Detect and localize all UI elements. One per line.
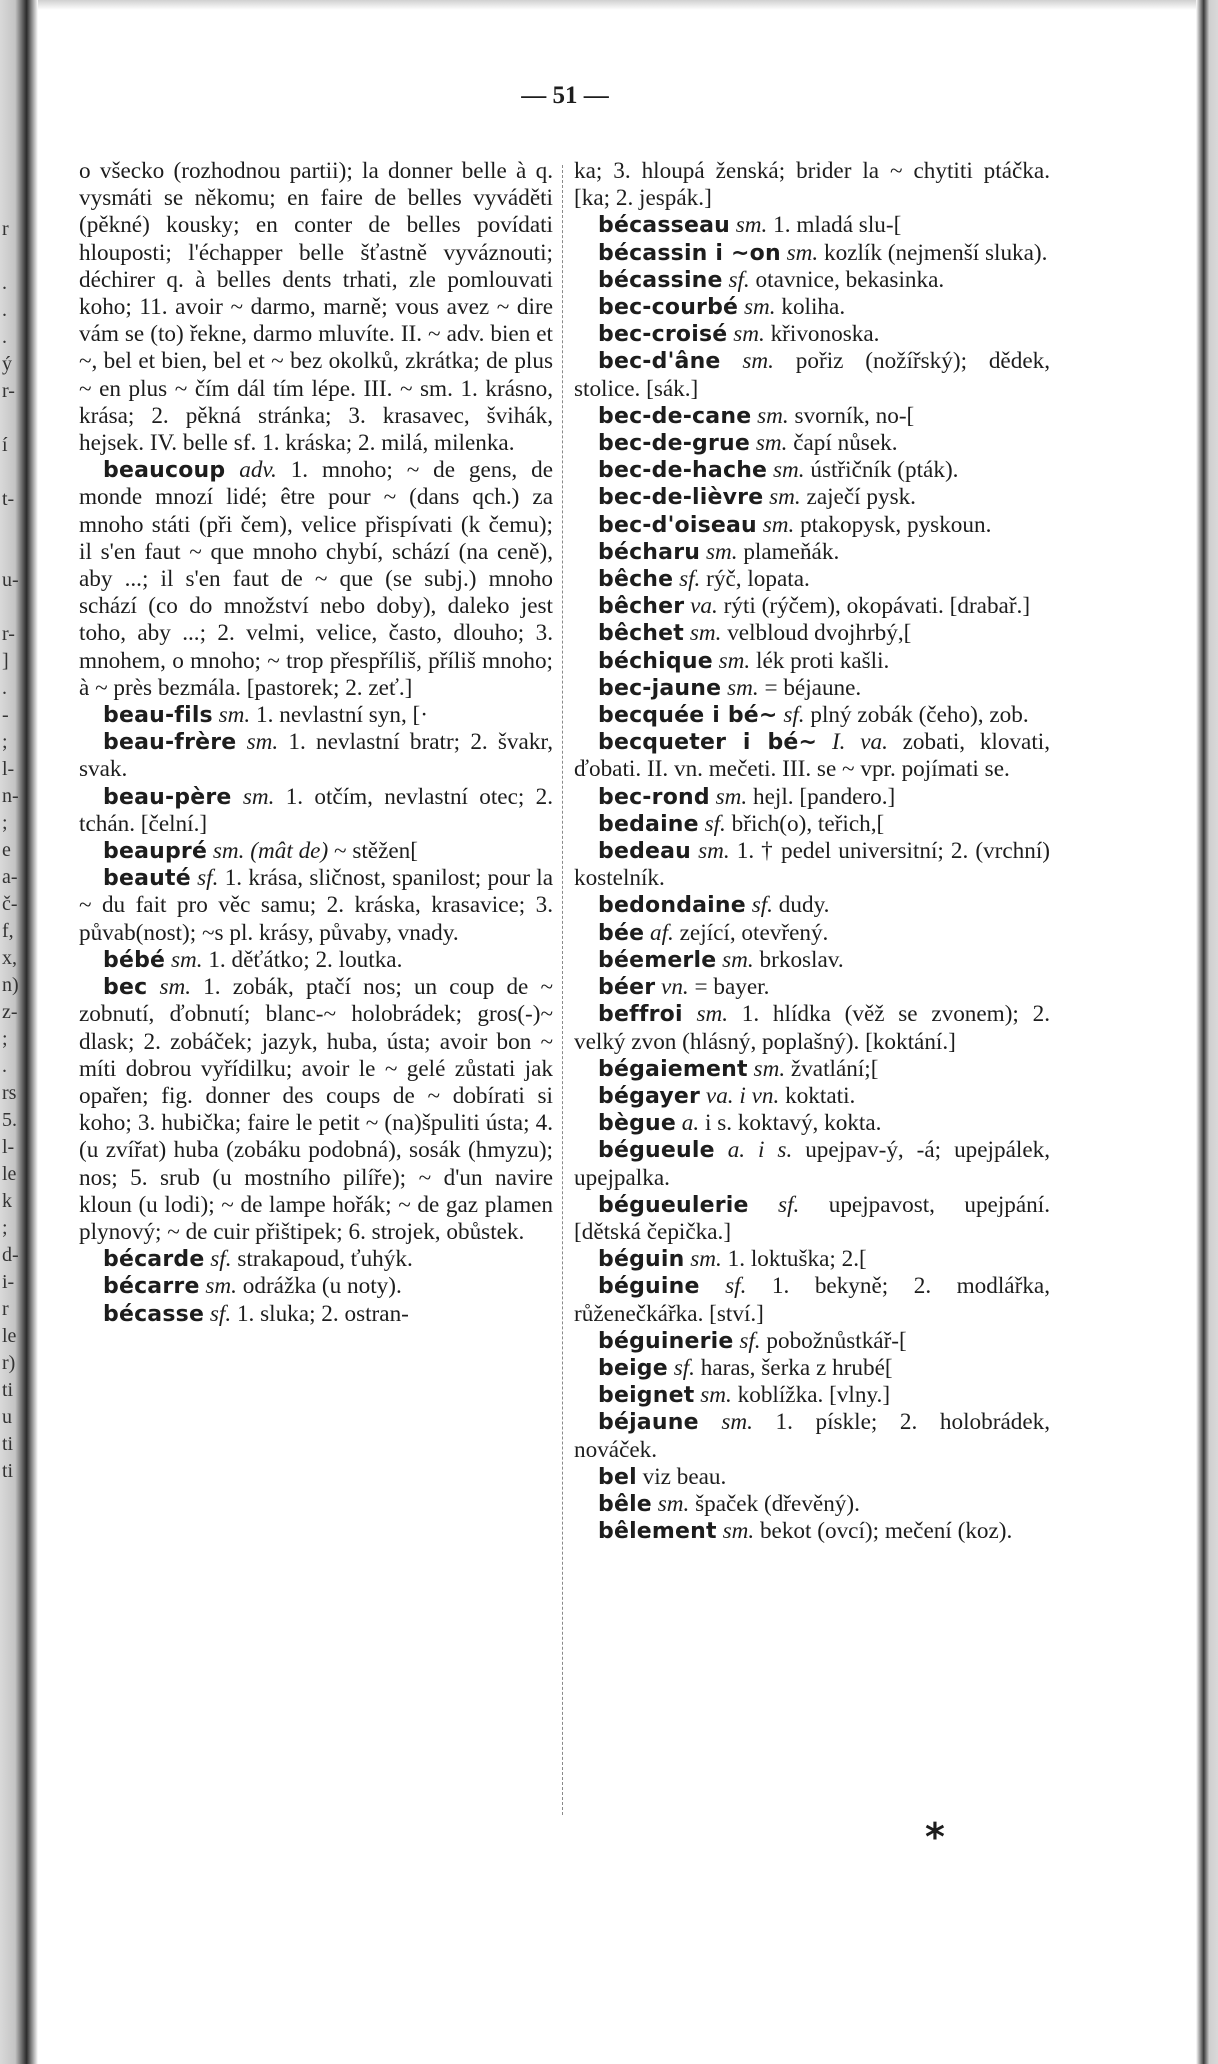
entry-grammar: sm. [743,294,776,321]
entry-grammar: sf. [739,1327,761,1354]
dictionary-entry [574,240,1050,267]
dictionary-entry [574,1273,1050,1327]
entry-grammar: sf. [728,266,750,293]
dictionary-entry [574,212,1050,239]
entry-definition: ptakopysk, pyskoun. [800,511,992,538]
entry-grammar: a. i s. [727,1137,793,1164]
entry-definition: břich(o), teřich,[ [731,810,885,837]
entry-grammar: sm. [689,620,722,647]
entry-definition: ústřičník (pták). [810,457,959,484]
entry-headword: bécasseau [598,213,730,239]
entry-definition: 1. bekyně; 2. modlářka, růženečkářka. [ství.] [574,1273,1050,1327]
entry-headword: beffroi [598,1002,683,1028]
scan-edge-left [0,0,38,2064]
entry-grammar: sm. [246,729,279,756]
entry-grammar: sm. [742,348,774,375]
entry-headword: bec-de-cane [598,403,752,429]
entry-headword: bêle [598,1491,652,1517]
entry-definition: odrážka (u noty). [242,1273,402,1300]
entry-grammar: sm. [735,212,768,239]
entry-headword: bedaine [598,811,699,837]
entry-grammar: sm. [772,457,805,484]
entry-definition: čapí nůsek. [793,430,898,457]
entry-headword: béjaune [598,1410,699,1436]
entry-grammar: sm. [755,430,788,457]
entry-headword: bel [598,1464,637,1490]
entry-grammar: va. [690,593,718,620]
entry-definition: 1. mladá slu-[ [773,212,902,239]
entry-grammar: sf. [209,1300,232,1327]
entry-grammar: sm. [696,1001,729,1028]
dictionary-entry [574,838,1050,892]
dictionary-entry [79,784,553,838]
entry-headword: bec-de-lièvre [598,485,764,511]
entry-grammar: sm. [722,946,754,973]
entry-definition: rýč, lopata. [706,566,810,593]
entry-grammar: sf. [679,566,701,593]
entry-headword: bec-d'âne [598,349,721,375]
entry-definition: = bayer. [694,974,770,1001]
column-divider [562,165,563,1815]
dictionary-entry [79,947,553,974]
entry-definition: upejpav-ý, -á; upejpálek, upejpalka. [574,1137,1051,1191]
dictionary-entry [574,1137,1050,1191]
dictionary-entry [574,1409,1050,1463]
dictionary-entry [574,620,1050,647]
entry-definition: haras, šerka z hrubé[ [700,1354,893,1381]
entry-headword: bécarde [103,1247,205,1273]
dictionary-entry [574,1491,1050,1518]
entry-definition: 1. mnoho; ~ de gens, de monde mnozí lidé; être pour ~ (dans qch.) za mnoho státi (při čem), velice přispívati (k čemu); il s'en faut ~ que mnoho chybí, schází (na ceně), aby ...; il s'en faut de ~ que (se subj.) mnoho schází (co do množství nebo doby), daleko jest toho, aby ...; 2. velmi, velice, často, dlouho; 3. mnohem, o mnoho; ~ trop přespříliš, příliš mnoho; à ~ près bezmála. [pastorek; 2. zeť.] [79,457,553,701]
entry-definition: křivonoska. [770,321,880,348]
entry-grammar: sm. (mât de) [212,838,329,865]
dictionary-entry [574,321,1050,348]
entry-definition: špaček (dřevěný). [695,1490,860,1517]
entry-definition: otavnice, bekasinka. [755,266,945,293]
entry-definition: svorník, no-[ [794,402,915,429]
entry-headword: becqueter i bé~ [598,730,818,756]
entry-grammar: sf. [751,892,773,919]
dictionary-entry [574,267,1050,294]
entry-grammar: sf. [725,1273,747,1300]
entry-grammar: sm. [757,402,789,429]
entry-headword: bec-de-hache [598,458,768,484]
dictionary-entry [574,403,1050,430]
dictionary-entry [79,158,553,457]
entry-headword: bêlement [598,1519,717,1545]
entry-definition: = béjaune. [764,674,862,701]
dictionary-entry [574,430,1050,457]
entry-grammar: sm. [170,946,203,973]
dictionary-entry [574,1083,1050,1110]
entry-grammar: sf. [210,1246,232,1273]
entry-definition: zaječí pysk. [806,484,916,511]
entry-definition: žvatlání;[ [790,1055,879,1082]
entry-headword: bec-rond [598,784,710,810]
entry-headword: bègue [598,1111,676,1137]
entry-headword: bégaiement [598,1056,748,1082]
dictionary-entry [574,158,1050,212]
entry-definition: zobati, klovati, ďobati. II. vn. mečeti. III. se ~ vpr. pojímati se. [574,729,1051,783]
dictionary-entry [574,1110,1050,1137]
entry-definition: 1. krása, sličnost, spanilost; pour la ~ du fait pro věc samu; 2. kráska, krasavice; 3. půvab(nost); ~s pl. krásy, půvaby, vnady. [79,865,554,946]
entry-grammar: sm. [705,538,738,565]
entry-definition: plný zobák (čeho), zob. [810,702,1029,729]
entry-definition: 1. pískle; 2. holobrádek, nováček. [574,1409,1051,1463]
entry-headword: beaupré [103,839,208,865]
entry-headword: beaucoup [103,458,226,484]
entry-headword: beauté [103,866,191,892]
entry-grammar: sm. [715,783,748,810]
entry-grammar: sm. [769,484,801,511]
entry-grammar: adv. [239,457,277,484]
entry-headword: béguinerie [598,1328,734,1354]
entry-definition: hejl. [pandero.] [753,783,896,810]
entry-grammar: sm. [242,783,275,810]
dictionary-entry [79,702,553,729]
entry-grammar: sf. [783,702,805,729]
page-number: — 51 — [521,82,609,109]
entry-headword: beige [598,1355,668,1381]
dictionary-entry [574,1355,1050,1382]
entry-grammar: va. i vn. [705,1082,780,1109]
entry-definition: ~ stěžen[ [333,838,418,865]
dictionary-entry [574,512,1050,539]
entry-definition: 1. hlídka (věž se zvonem); 2. velký zvon (hlásný, poplašný). [koktání.] [574,1001,1051,1055]
entry-headword: béchique [598,648,713,674]
dictionary-entry [574,1518,1050,1545]
entry-grammar: sm. [700,1382,732,1409]
entry-definition: kozlík (nejmenší sluka). [824,239,1048,266]
right-column [574,158,1050,1545]
dictionary-entry [574,566,1050,593]
entry-grammar: sm. [218,702,251,729]
dictionary-entry [574,811,1050,838]
dictionary-entry [79,729,553,783]
entry-headword: béguin [598,1247,685,1273]
entry-headword: bébé [103,947,166,973]
entry-grammar: a. [681,1110,700,1137]
dictionary-entry [79,1301,553,1328]
entry-headword: bec-de-grue [598,431,751,457]
entry-grammar: sm. [727,674,759,701]
entry-definition: koblížka. [vlny.] [737,1382,891,1409]
dictionary-entry [574,729,1050,783]
dictionary-entry [79,1246,553,1273]
entry-headword: bécassin i ~on [598,240,781,266]
entry-headword: bécasse [103,1301,205,1327]
dictionary-entry [574,348,1050,402]
entry-definition: 1. sluka; 2. ostran- [236,1300,409,1327]
scan-edge-right [1196,0,1218,2064]
entry-grammar: sm. [721,1409,753,1436]
entry-headword: bécharu [598,539,701,565]
dictionary-entry [574,1382,1050,1409]
entry-grammar: sf. [778,1191,800,1218]
entry-headword: becquée i bé~ [598,703,778,729]
entry-definition: koliha. [781,294,846,321]
entry-headword: bêcher [598,594,685,620]
dictionary-entry [574,457,1050,484]
entry-definition: 1. nevlastní syn, [· [256,702,428,729]
dictionary-entry [574,484,1050,511]
entry-grammar: sm. [205,1273,237,1300]
entry-grammar: sm. [159,974,192,1001]
entry-definition: 1. nevlastní bratr; 2. švakr, svak. [79,729,553,783]
dictionary-entry [574,539,1050,566]
entry-definition: rýti (rýčem), okopávati. [drabař.] [723,593,1031,620]
entry-grammar: sf. [704,810,726,837]
entry-definition: o všecko (rozhodnou partii); la donner belle à q. vysmáti se někomu; en faire de belles vyváděti (pěkné) kousky; en conter de belles povídati hlouposti; l'échapper belle šťastně vyváznouti; déchirer q. à belles dents trhati, zle pomlouvati koho; 11. avoir ~ darmo, marně; vous avez ~ dire vám se (to) řekne, darmo mluvíte. II. ~ adv. bien et ~, bel et bien, bel et ~ bez okolků, zkrátka; de plus ~ en plus ~ čím dál tím lépe. III. ~ sm. 1. krásno, krása; 2. pěkná stránka; 3. krasavec, švihák, hejsek. IV. belle sf. 1. kráska; 2. milá, milenka. [79,158,553,457]
entry-headword: bedondaine [598,893,746,919]
entry-grammar: sm. [786,239,819,266]
entry-definition: 1. děťátko; 2. loutka. [208,946,403,973]
entry-grammar: sm. [657,1490,690,1517]
entry-definition: pobožnůstkář-[ [766,1327,907,1354]
entry-headword: béguine [598,1274,700,1300]
entry-headword: bec-croisé [598,322,728,348]
entry-headword: bégueulerie [598,1192,749,1218]
entry-definition: koktati. [785,1082,856,1109]
entry-headword: bée [598,920,645,946]
entry-headword: bégayer [598,1083,701,1109]
dictionary-entry [574,1246,1050,1273]
dictionary-entry [574,784,1050,811]
entry-definition: brkoslav. [759,946,844,973]
dictionary-entry [79,974,553,1246]
entry-grammar: vn. [661,974,689,1001]
entry-definition: 1. loktuška; 2.[ [727,1246,867,1273]
entry-headword: beignet [598,1383,695,1409]
entry-definition: plameňák. [743,538,840,565]
entry-grammar: sf. [197,865,219,892]
dictionary-entry [574,1192,1050,1246]
entry-definition: viz beau. [642,1463,727,1490]
entry-definition: i s. koktavý, kokta. [704,1110,882,1137]
scan-top-edge [38,0,1196,10]
entry-definition: velbloud dvojhrbý,[ [727,620,912,647]
dictionary-entry [574,1464,1050,1491]
entry-grammar: sm. [753,1055,786,1082]
entry-grammar: sf. [673,1354,695,1381]
footer-star-mark: * [925,1815,945,1859]
dictionary-entry [79,865,553,947]
dictionary-entry [574,974,1050,1001]
entry-definition: ka; 3. hloupá ženská; brider la ~ chytiti ptáčka. [ka; 2. jespák.] [574,158,1050,212]
entry-definition: bekot (ovcí); mečení (koz). [759,1518,1013,1545]
entry-definition: pořiz (nožířský); dědek, stolice. [sák.] [574,348,1050,402]
entry-definition: 1. † pedel universitní; 2. (vrchní) kostelník. [574,838,1051,892]
dictionary-entry [574,294,1050,321]
dictionary-entry [79,1273,553,1300]
entry-grammar: sm. [698,838,730,865]
entry-grammar: sm. [690,1246,722,1273]
entry-definition: upejpavost, upejpání. [dětská čepička.] [574,1191,1051,1245]
dictionary-entry [574,1056,1050,1083]
entry-headword: beau-fils [103,703,213,729]
entry-grammar: I. va. [831,729,888,756]
dictionary-entry [574,702,1050,729]
dictionary-entry [79,457,553,702]
dictionary-entry [574,892,1050,919]
entry-definition: lék proti kašli. [756,647,890,674]
dictionary-entry [574,920,1050,947]
entry-headword: beau-frère [103,730,237,756]
entry-headword: bécarre [103,1274,200,1300]
dictionary-entry [79,838,553,865]
entry-headword: bedeau [598,839,692,865]
dictionary-entry [574,648,1050,675]
entry-definition: zející, otevřený. [679,919,829,946]
dictionary-entry [574,1328,1050,1355]
entry-headword: bec-d'oiseau [598,512,757,538]
entry-headword: béer [598,975,656,1001]
entry-grammar: sm. [733,321,765,348]
entry-grammar: sm. [722,1518,755,1545]
dictionary-entry [574,947,1050,974]
entry-headword: bécassine [598,267,723,293]
entry-headword: bec-courbé [598,295,739,321]
entry-definition: strakapoud, ťuhýk. [237,1246,413,1273]
dictionary-entry [574,593,1050,620]
dictionary-entry [574,1001,1050,1055]
entry-headword: bêche [598,567,674,593]
entry-headword: bégueule [598,1138,715,1164]
dictionary-entry [574,675,1050,702]
entry-grammar: sm. [718,647,751,674]
entry-headword: béemerle [598,947,717,973]
entry-definition: 1. otčím, nevlastní otec; 2. tchán. [čelní.] [79,783,553,837]
left-margin-bleed: r . . . ý r- í t- u- r- ] . - ; l- n- ; e a- č- f, x, n) z- ; . rs 5. l- le k ; d- i- r le r) ti u ti ti [2,218,19,1482]
left-column [79,158,553,1328]
entry-headword: bec-jaune [598,675,722,701]
entry-definition: dudy. [778,892,830,919]
entry-headword: bêchet [598,621,685,647]
entry-grammar: sm. [762,511,795,538]
entry-headword: beau-père [103,784,232,810]
entry-definition: 1. zobák, ptačí nos; un coup de ~ zobnutí, ďobnutí; blanc-~ holobrádek; gros(-)~ dlask; 2. zobáček; jazyk, huba, ústa; avoir bon ~ míti dobrou vyřídilku; avoir le ~ gelé zůstati jak opařen; fig. donner des coups de ~ dobírati si koho; 3. hubička; faire le petit ~ (na)špuliti ústa; 4. (u zvířat) huba (zobáku podobná), sosák (hmyzu); nos; 5. srub (u mostního pilíře); ~ d'un navire kloun (u lodi); ~ de lampe hořák; ~ de gaz plamen plynový; ~ de cuir přištipek; 6. strojek, obůstek. [79,974,554,1245]
entry-headword: bec [103,975,148,1001]
entry-grammar: af. [650,919,674,946]
